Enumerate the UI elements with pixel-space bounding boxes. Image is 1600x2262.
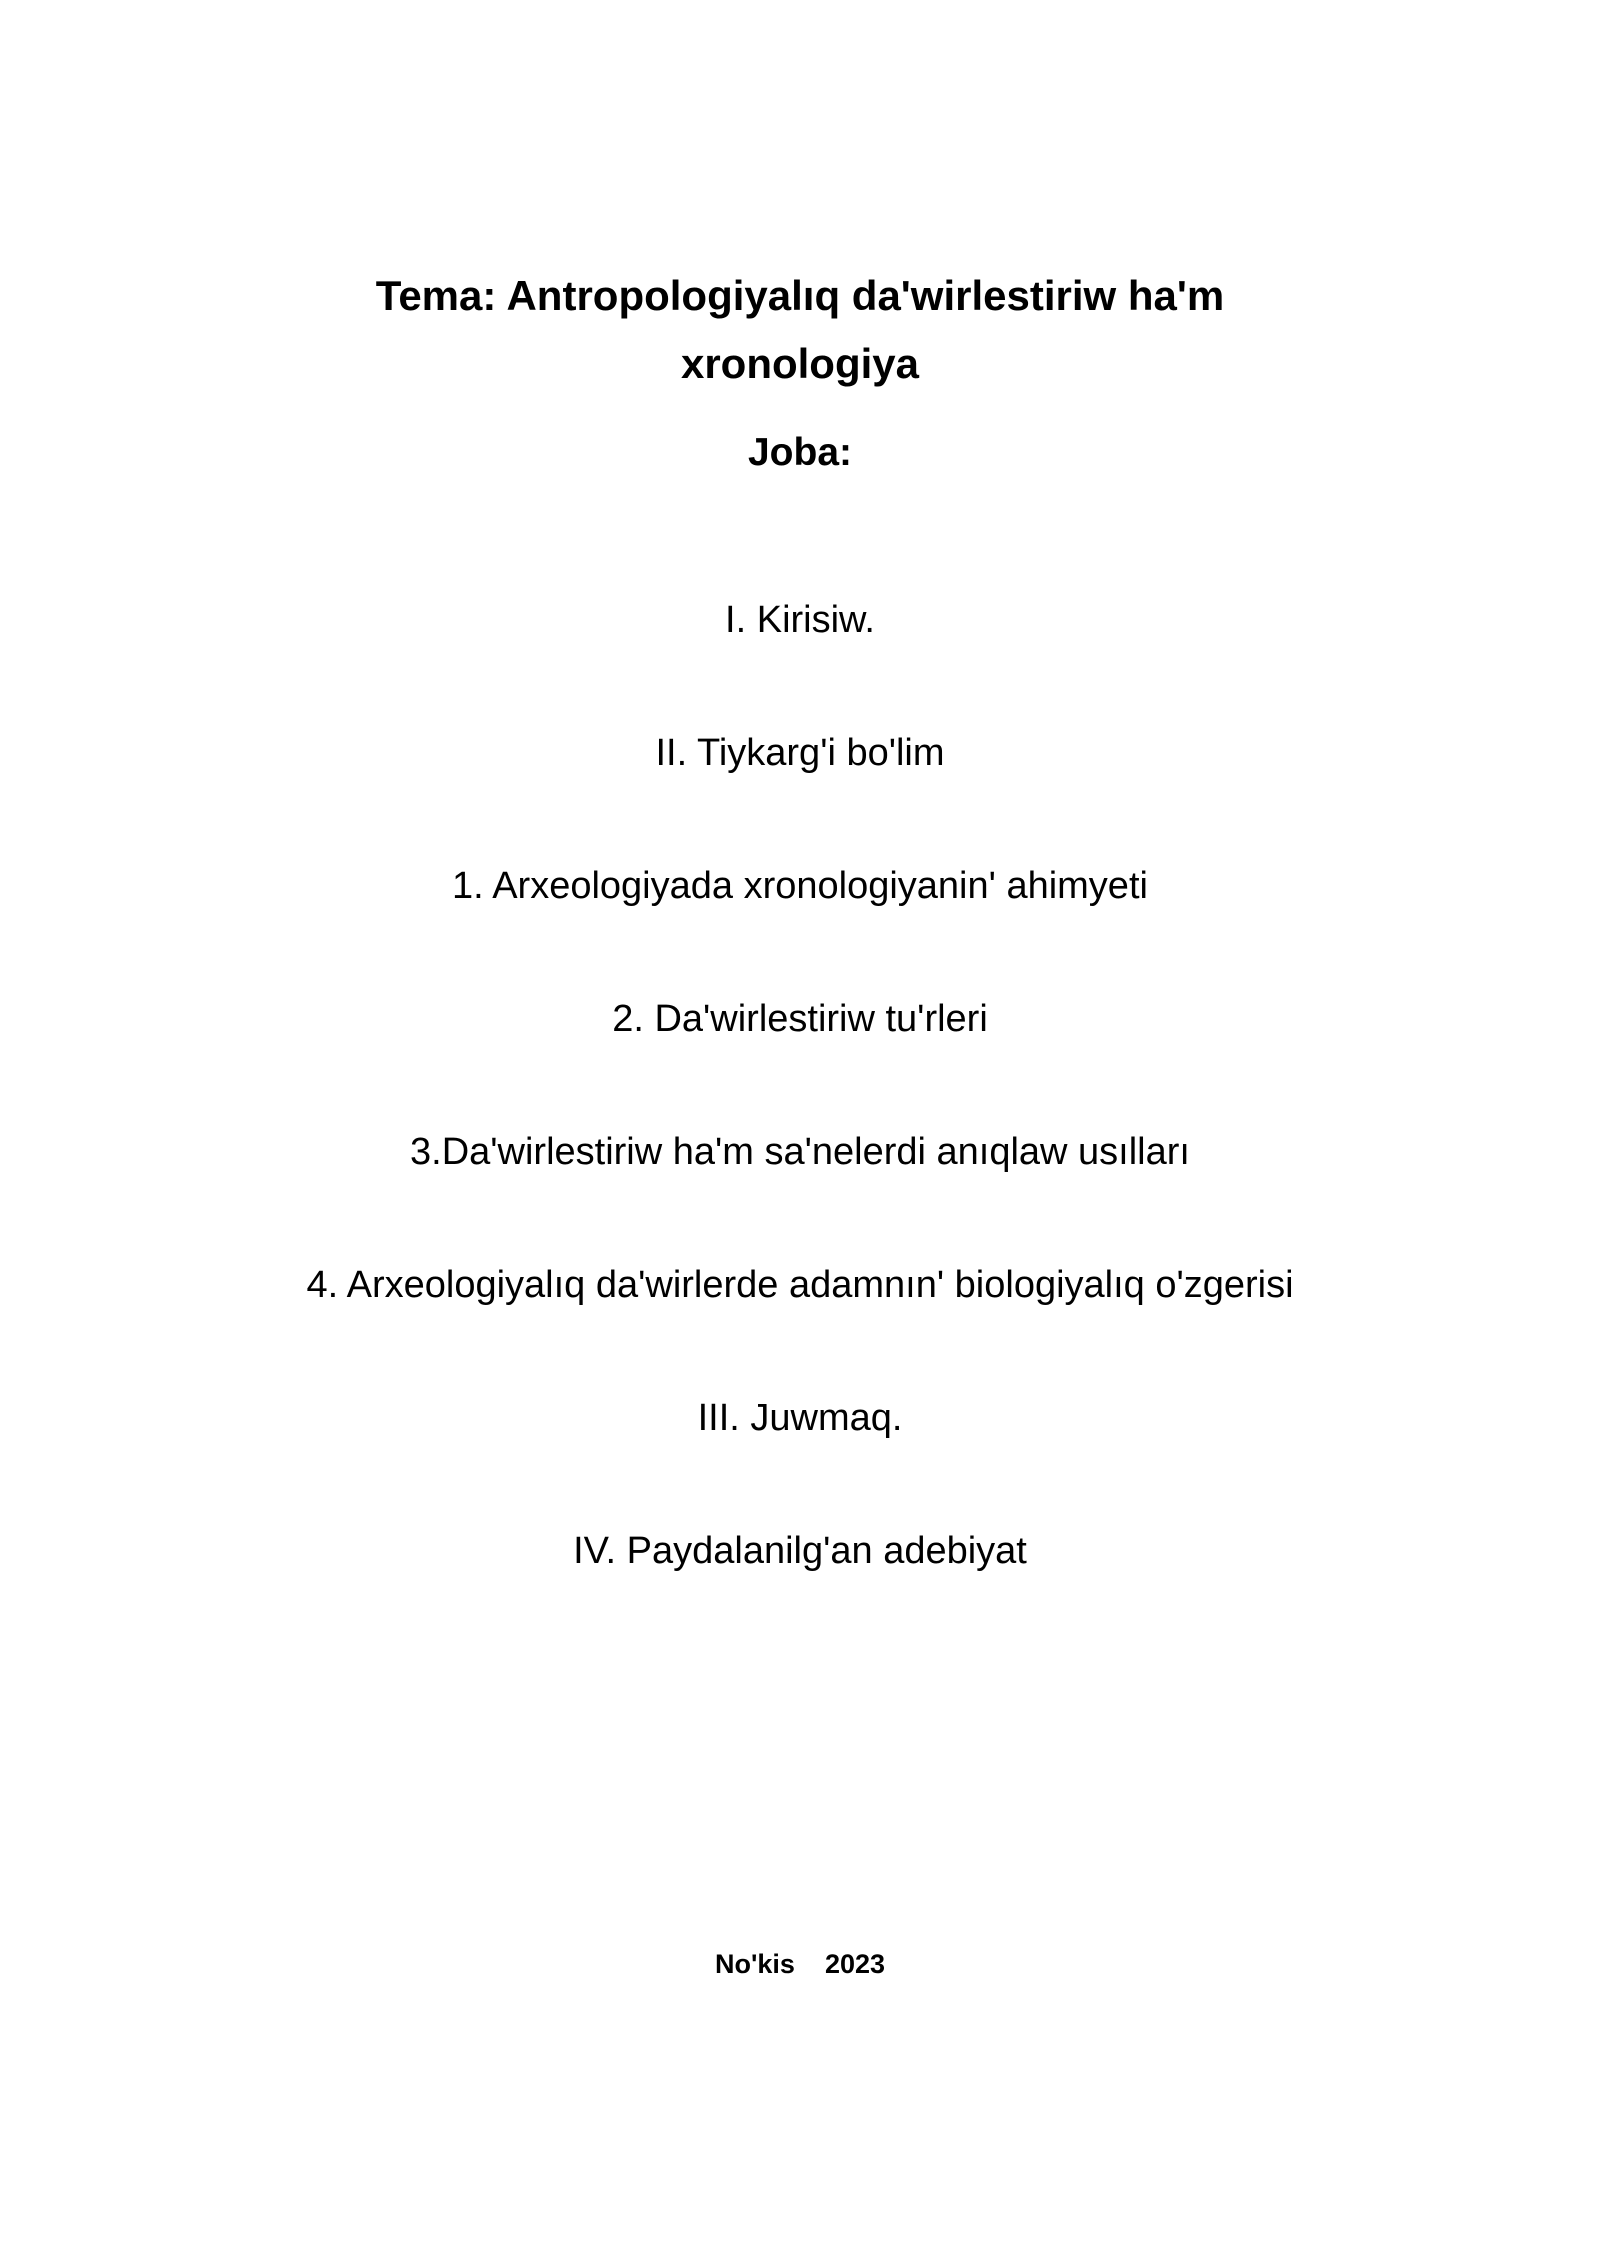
plan-item-biological-change: 4. Arxeologiyalıq da'wirlerde adamnın' biologiyalıq o'zgerisi xyxy=(306,1264,1294,1306)
plan-item-dating-methods: 3.Da'wirlestiriw ha'm sa'nelerdi anıqlaw usılları xyxy=(410,1131,1190,1173)
footer-year: 2023 xyxy=(824,1949,886,1979)
plan-list xyxy=(200,595,1400,1659)
footer-city: No'kis xyxy=(714,1949,795,1979)
plan-item-references: IV. Paydalanilg'an adebiyat xyxy=(573,1530,1027,1572)
plan-item-introduction: I. Kirisiw. xyxy=(725,599,875,641)
plan-item-periodization-types: 2. Da'wirlestiriw tu'rleri xyxy=(612,998,988,1040)
plan-item-chronology-importance: 1. Arxeologiyada xronologiyanin' ahimyeti xyxy=(452,865,1148,907)
title-line-2: xronologiya xyxy=(680,340,920,387)
plan-item-conclusion: III. Juwmaq. xyxy=(697,1397,903,1439)
plan-item-main-part: II. Tiykarg'i bo'lim xyxy=(655,732,945,774)
plan-heading: Joba: xyxy=(747,431,852,474)
title-line-1: Tema: Antropologiyalıq da'wirlestiriw ha'm xyxy=(375,272,1225,319)
footer xyxy=(300,1946,1300,1982)
document-title xyxy=(300,262,1300,398)
